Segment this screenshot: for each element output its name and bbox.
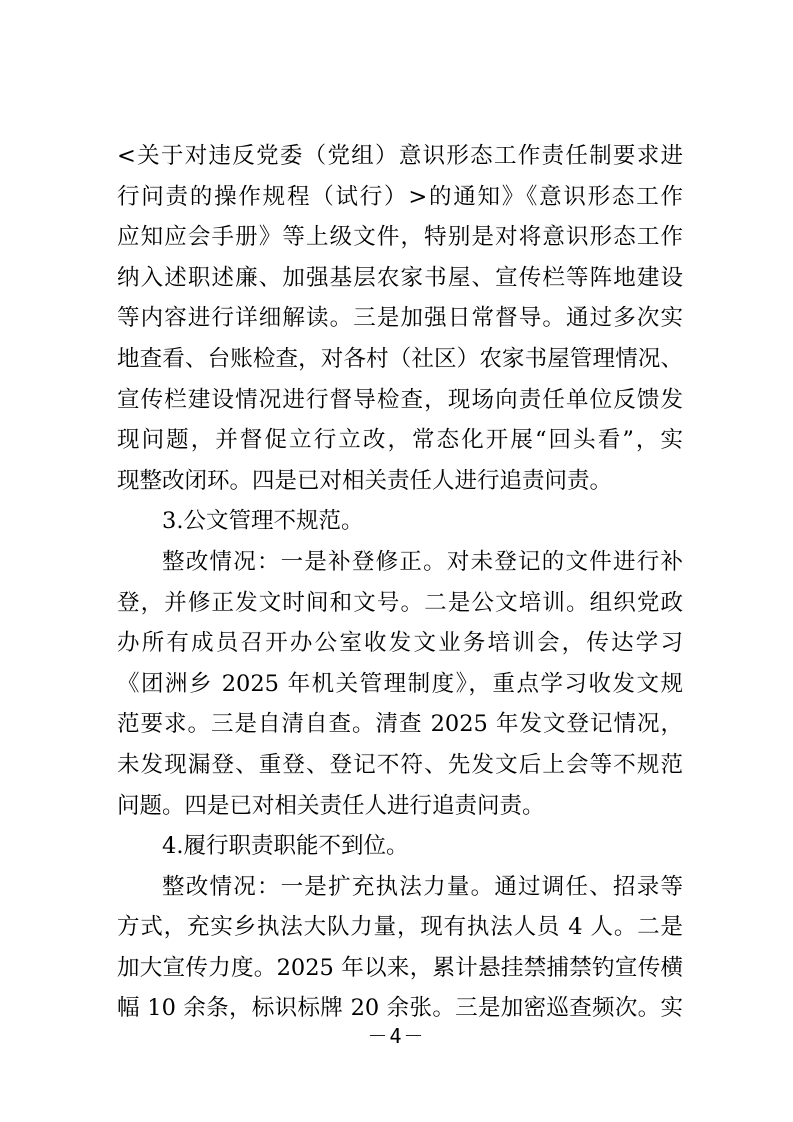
paragraph-line: 纳入述职述廉、加强基层农家书屋、宣传栏等阵地建设 <box>117 264 683 291</box>
paragraph-line: 行问责的操作规程（试行）>的通知》《意识形态工作 <box>117 183 683 210</box>
section-heading: 4.履行职责职能不到位。 <box>162 833 409 860</box>
paragraph-line: 等内容进行详细解读。三是加强日常督导。通过多次实 <box>117 305 683 332</box>
paragraph-line: 登，并修正发文时间和文号。二是公文培训。组织党政 <box>117 589 683 616</box>
paragraph-line: 应知应会手册》等上级文件，特别是对将意识形态工作 <box>117 224 683 251</box>
paragraph-line: 整改情况：一是扩充执法力量。通过调任、招录等 <box>162 873 683 900</box>
paragraph-line: 现问题，并督促立行立改，常态化开展“回头看”，实 <box>117 427 683 454</box>
paragraph-line: 未发现漏登、重登、登记不符、先发文后上会等不规范 <box>117 751 683 778</box>
paragraph-line: 宣传栏建设情况进行督导检查，现场向责任单位反馈发 <box>117 386 683 413</box>
paragraph-line: 现整改闭环。四是已对相关责任人进行追责问责。 <box>117 467 613 494</box>
paragraph-line: 《团洲乡 2025 年机关管理制度》，重点学习收发文规 <box>117 670 683 697</box>
paragraph-line: 办所有成员召开办公室收发文业务培训会，传达学习 <box>117 630 683 657</box>
section-heading: 3.公文管理不规范。 <box>162 508 364 535</box>
paragraph-line: 幅 10 余条，标识标牌 20 余张。三是加密巡查频次。实 <box>117 995 683 1022</box>
paragraph-line: <关于对违反党委（党组）意识形态工作责任制要求进 <box>117 143 683 169</box>
paragraph-line: 加大宣传力度。2025 年以来，累计悬挂禁捕禁钓宣传横 <box>117 954 683 981</box>
paragraph-line: 整改情况：一是补登修正。对未登记的文件进行补 <box>162 548 683 575</box>
paragraph-line: 范要求。三是自清自查。清查 2025 年发文登记情况， <box>117 711 683 738</box>
paragraph-line: 方式，充实乡执法大队力量，现有执法人员 4 人。二是 <box>117 914 683 941</box>
paragraph-line: 问题。四是已对相关责任人进行追责问责。 <box>117 792 545 819</box>
page-number: －4－ <box>367 1024 426 1048</box>
body-text <box>117 136 683 1029</box>
paragraph-line: 地查看、台账检查，对各村（社区）农家书屋管理情况、 <box>117 345 683 372</box>
